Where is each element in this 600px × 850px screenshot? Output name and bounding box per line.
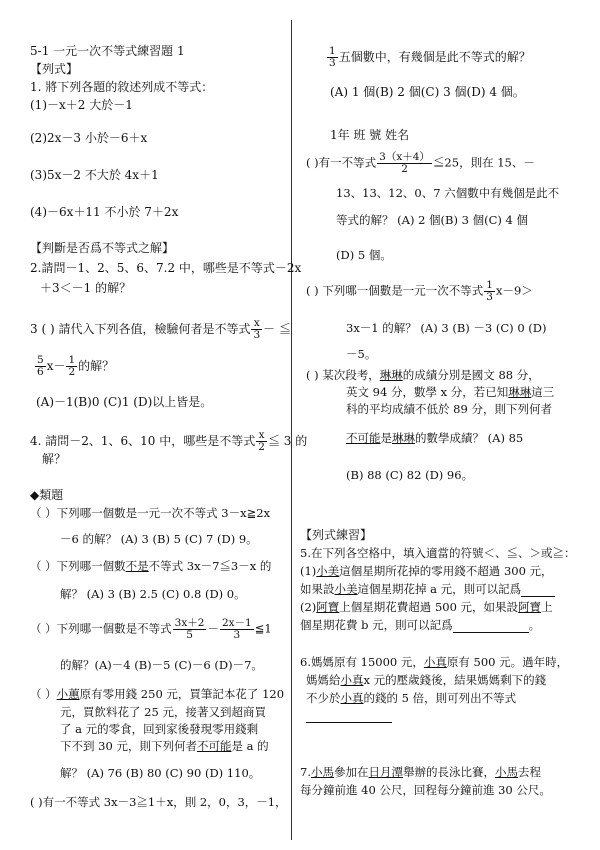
right-q1-line-1: ( )有一不等式 $\frac{3(x+4)}{2}$ ≦25，則在 15、－ bbox=[306, 151, 535, 175]
fraction: $\frac{x}{3}$ bbox=[253, 317, 261, 341]
right-q3-line-1: ( ) 某次段考，琳琳的成績分別是國文 88 分， bbox=[306, 368, 540, 382]
practice-5-2-line-1: (2)阿寶上個星期花費超過 500 元，如果設阿寶上 bbox=[300, 600, 553, 614]
fraction: $\frac{3(x+4)}{2}$ bbox=[379, 151, 430, 175]
section-heading-practice: 【列式練習】 bbox=[300, 528, 373, 542]
similar-q2-line-1: （ ）下列哪一個數不是不等式 3x－7≦3－x 的 bbox=[30, 559, 272, 573]
question-2-line-2: ＋3＜－1 的解？ bbox=[40, 281, 132, 295]
section-heading-similar: ◆類題 bbox=[30, 488, 64, 502]
fraction: $\frac{1}{3}$ bbox=[329, 45, 336, 69]
right-q1-line-4: (D) 5 個。 bbox=[336, 248, 392, 262]
similar-q3-line-1: （ ）下列哪一個數是不等式 $\frac{3x+2}{5}$ － $\frac{2x-1}{3}$ ≦1 bbox=[30, 617, 272, 641]
answer-blank[interactable] bbox=[453, 620, 529, 633]
practice-7-line-2: 每分鐘前進 40 公尺，回程每分鐘前進 30 公尺。 bbox=[300, 783, 551, 797]
similar-q4-line-3: 了 a 元的零食，回到家後發現零用錢剩 bbox=[60, 722, 259, 736]
section-heading-judge: 【判斷是否爲不等式之解】 bbox=[30, 241, 175, 255]
question-1-part-2: (2)2x－3 小於－6＋x bbox=[30, 131, 148, 145]
right-q2-line-1: ( ) 下列哪一個數是一元一次不等式 $\frac{1}{3}$ x－9＞ bbox=[306, 279, 533, 303]
practice-7-line-1: 7.小馬參加在日月潭舉辦的長泳比賽，小馬去程 bbox=[300, 765, 541, 779]
question-3-options: (A)－1(B)0 (C)1 (D)以上皆是。 bbox=[36, 395, 213, 409]
fraction: $\frac{2x-1}{3}$ bbox=[221, 617, 252, 641]
right-q3-line-4: 不可能是琳琳的數學成績？ (A) 85 bbox=[346, 431, 524, 445]
practice-5-1-line-1: (1)小美這個星期所花掉的零用錢不超過 300 元， bbox=[300, 564, 553, 578]
section-heading-formulate: 【列式】 bbox=[30, 62, 79, 76]
question-4-line-1: 4. 請問－2、1、6、10 中，哪些是不等式 $\frac{x}{2}$ ≦ 3 的 bbox=[30, 429, 308, 453]
similar-q5-line-2: $\frac{1}{3}$ 五個數中，有幾個是此不等式的解？ bbox=[329, 45, 531, 69]
fraction: $\frac{1}{2}$ bbox=[68, 354, 76, 378]
worksheet-title: 5-1 一元一次不等式練習題 1 bbox=[30, 44, 185, 58]
question-1-part-4: (4)－6x＋11 不小於 7＋2x bbox=[30, 205, 179, 219]
question-4-line-2: 解？ bbox=[42, 452, 67, 466]
practice-5-2-line-2: 個星期花費 b 元，則可以記爲 。 bbox=[300, 618, 541, 632]
right-q3-line-2: 英文 94 分，數學 x 分，若已知琳琳這三 bbox=[346, 385, 555, 399]
question-3-line-2: $\frac{5}{6}$ x－ $\frac{1}{2}$ 的解？ bbox=[37, 354, 115, 378]
question-3-line-1: 3 ( ) 請代入下列各值，檢驗何者是不等式 $\frac{x}{3}$ － ≦ bbox=[30, 317, 291, 341]
similar-q1-line-2: －6 的解？ (A) 3 (B) 5 (C) 7 (D) 9。 bbox=[60, 532, 258, 546]
similar-q4-line-1: （ ）小蕙原有零用錢 250 元，買筆記本花了 120 bbox=[30, 687, 285, 701]
similar-q4-line-4: 下不到 30 元，則下列何者不可能是 a 的 bbox=[60, 739, 269, 753]
right-q1-line-3: 等式的解？ (A) 2 個(B) 3 個(C) 4 個 bbox=[336, 213, 529, 227]
fraction: $\frac{x}{2}$ bbox=[258, 429, 265, 453]
practice-6-line-1: 6.媽媽原有 15000 元，小真原有 500 元。過年時， bbox=[300, 655, 569, 669]
fraction: $\frac{5}{6}$ bbox=[37, 354, 44, 378]
question-1-part-1: (1)－x＋2 大於－1 bbox=[30, 98, 133, 112]
answer-blank[interactable] bbox=[521, 584, 555, 597]
similar-q4-line-2: 元，買飲料花了 25 元，接著又到超商買 bbox=[60, 705, 266, 719]
practice-5-1-line-2: 如果設小美這個星期花掉 a 元，則可以記爲 bbox=[300, 582, 555, 597]
right-q2-line-2: 3x－1 的解？ (A) 3 (B) －3 (C) 0 (D) bbox=[346, 321, 547, 335]
similar-q5-line-1: ( )有一不等式 3x－3≧1＋x，則 2，0，3，－1， bbox=[30, 795, 287, 809]
practice-6-line-3: 不少於小真的錢的 5 倍，則可列出不等式 bbox=[306, 691, 517, 705]
similar-q4-line-5: 解？ (A) 76 (B) 80 (C) 90 (D) 110。 bbox=[60, 766, 261, 780]
practice-5-intro: 5.在下列各空格中，填入適當的符號＜、≦、＞或≧： bbox=[300, 546, 576, 560]
student-info-header: 1年 班 號 姓名 bbox=[330, 128, 410, 142]
question-1-part-3: (3)5x－2 不大於 4x＋1 bbox=[30, 168, 159, 182]
right-q3-line-5: (B) 88 (C) 82 (D) 96。 bbox=[346, 468, 474, 482]
similar-q5-options: (A) 1 個(B) 2 個(C) 3 個(D) 4 個。 bbox=[330, 85, 525, 99]
fraction: $\frac{1}{3}$ bbox=[486, 279, 493, 303]
right-q1-line-2: 13、13、12、0、7 六個數中有幾個是此不 bbox=[336, 186, 560, 200]
question-2-line-1: 2.請問－1、2、5、6、7.2 中，哪些是不等式－2x bbox=[30, 261, 302, 275]
similar-q3-line-2: 的解？(A)－4 (B)－5 (C)－6 (D)－7。 bbox=[60, 658, 263, 672]
right-q2-line-3: －5。 bbox=[346, 347, 377, 361]
similar-q1-line-1: （ ）下列哪一個數是一元一次不等式 3－x≧2x bbox=[30, 506, 271, 520]
practice-6-line-2: 媽媽給小真x 元的壓歲錢後，結果媽媽剩下的錢 bbox=[306, 673, 547, 687]
right-q3-line-3: 科的平均成績不低於 89 分，則下列何者 bbox=[346, 402, 552, 416]
answer-line[interactable] bbox=[306, 722, 392, 723]
fraction: $\frac{3x+2}{5}$ bbox=[174, 617, 205, 641]
question-1: 1. 將下列各題的敘述列成不等式： bbox=[30, 80, 214, 94]
similar-q2-line-2: 解？ (A) 3 (B) 2.5 (C) 0.8 (D) 0。 bbox=[60, 587, 246, 601]
